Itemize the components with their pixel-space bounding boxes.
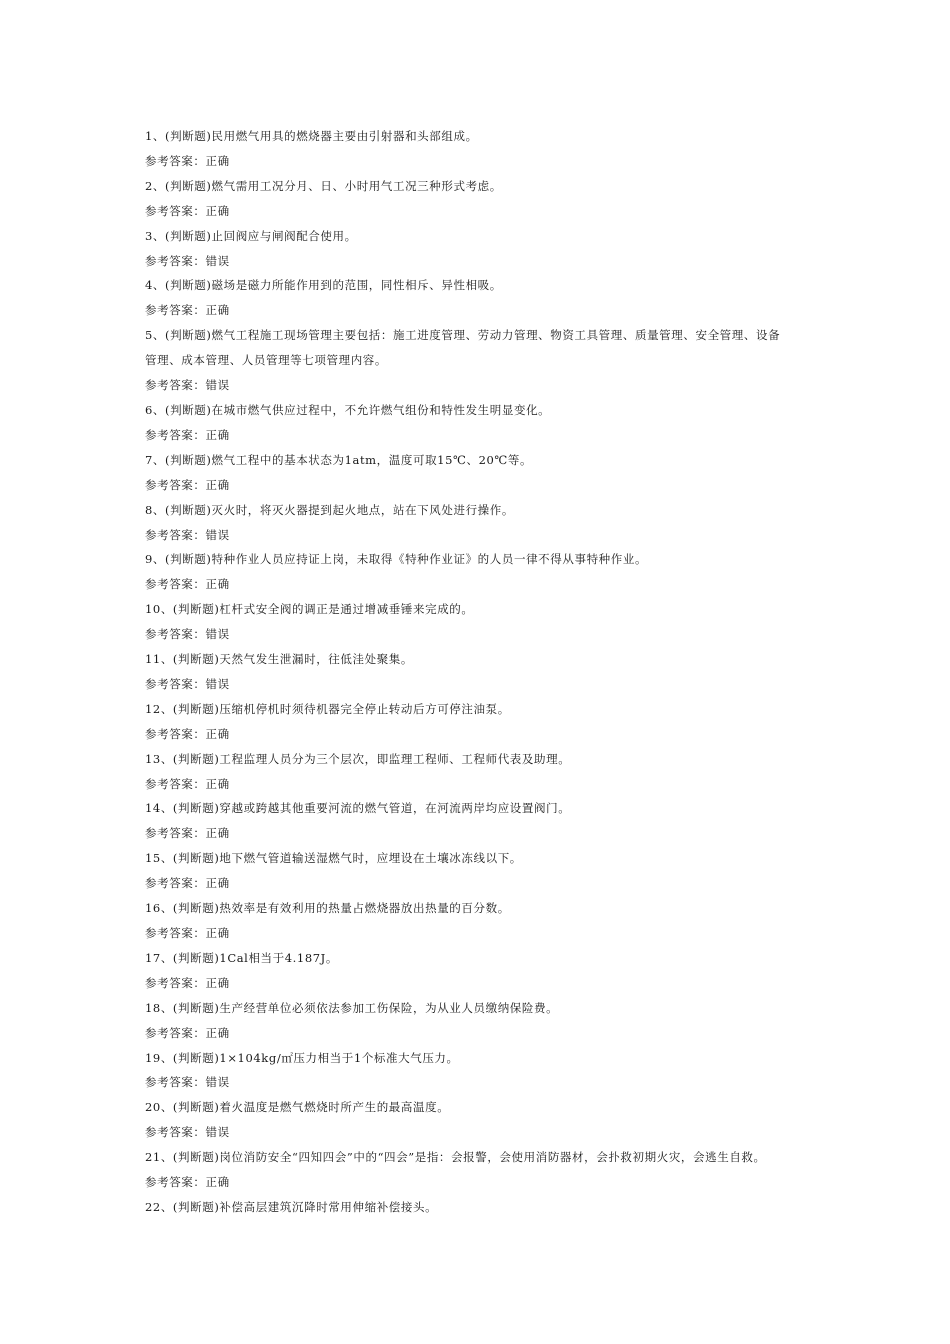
answer-value: 正确 <box>205 876 230 891</box>
question-18: 18、(判断题)生产经营单位必须依法参加工伤保险，为从业人员缴纳保险费。 <box>145 1000 559 1015</box>
answer-12 <box>145 722 815 747</box>
answer-value: 正确 <box>205 826 230 841</box>
answer-prefix: 参考答案： <box>145 726 206 741</box>
question-9: 9、(判断题)特种作业人员应持证上岗，未取得《特种作业证》的人员一律不得从事特种作业。 <box>145 552 648 567</box>
answer-prefix: 参考答案： <box>145 876 206 891</box>
answer-19 <box>145 1070 815 1095</box>
answer-prefix: 参考答案： <box>145 676 206 691</box>
answer-value: 错误 <box>205 676 230 691</box>
answer-value: 正确 <box>205 577 230 592</box>
answer-value: 正确 <box>205 926 230 940</box>
answer-value: 正确 <box>205 427 230 442</box>
answer-prefix: 参考答案： <box>145 303 206 318</box>
answer-value: 错误 <box>205 378 230 393</box>
answer-value: 正确 <box>205 153 230 168</box>
answer-4 <box>145 298 815 323</box>
answer-prefix: 参考答案： <box>145 926 206 940</box>
answer-21 <box>145 1170 815 1195</box>
answer-value: 正确 <box>205 203 230 218</box>
answer-20 <box>145 1120 815 1145</box>
answer-13 <box>145 772 815 797</box>
answer-prefix: 参考答案： <box>145 527 206 542</box>
question-5-line-1: 5、(判断题)燃气工程施工现场管理主要包括：施工进度管理、劳动力管理、物资工具管理、质量管理、安全管理、设备 <box>145 328 781 343</box>
question-21: 21、(判断题)岗位消防安全“四知四会”中的“四会”是指：会报警，会使用消防器材，会扑救初期火灾，会逃生自救。 <box>145 1150 766 1165</box>
answer-1 <box>145 149 815 174</box>
question-17: 17、(判断题)1Cal相当于4.187J。 <box>145 950 338 965</box>
question-8: 8、(判断题)灭火时，将灭火器提到起火地点，站在下风处进行操作。 <box>145 502 514 517</box>
question-13: 13、(判断题)工程监理人员分为三个层次，即监理工程师、工程师代表及助理。 <box>145 751 571 766</box>
answer-prefix: 参考答案： <box>145 776 206 791</box>
answer-value: 正确 <box>205 726 230 741</box>
answer-value: 正确 <box>205 776 230 791</box>
answer-2 <box>145 199 815 224</box>
answer-prefix: 参考答案： <box>145 203 206 218</box>
answer-prefix: 参考答案： <box>145 1025 206 1040</box>
answer-prefix: 参考答案： <box>145 627 206 642</box>
answer-prefix: 参考答案： <box>145 1075 206 1090</box>
answer-11 <box>145 672 815 697</box>
answer-value: 错误 <box>205 1075 230 1090</box>
answer-16 <box>145 921 815 946</box>
question-1: 1、(判断题)民用燃气用具的燃烧器主要由引射器和头部组成。 <box>145 129 478 143</box>
question-6: 6、(判断题)在城市燃气供应过程中，不允许燃气组份和特性发生明显变化。 <box>145 402 551 417</box>
answer-value: 正确 <box>205 477 230 492</box>
answer-value: 正确 <box>205 303 230 318</box>
answer-prefix: 参考答案： <box>145 427 206 442</box>
answer-9 <box>145 572 815 597</box>
answer-prefix: 参考答案： <box>145 378 206 393</box>
question-16: 16、(判断题)热效率是有效利用的热量占燃烧器放出热量的百分数。 <box>145 901 510 916</box>
answer-value: 错误 <box>205 253 230 268</box>
answer-prefix: 参考答案： <box>145 1125 206 1140</box>
question-3: 3、(判断题)止回阀应与闸阀配合使用。 <box>145 228 357 243</box>
answer-prefix: 参考答案： <box>145 1175 206 1190</box>
answer-6 <box>145 423 815 448</box>
answer-3 <box>145 249 815 274</box>
answer-15 <box>145 871 815 896</box>
question-20: 20、(判断题)着火温度是燃气燃烧时所产生的最高温度。 <box>145 1100 450 1115</box>
answer-value: 正确 <box>205 1025 230 1040</box>
answer-value: 正确 <box>205 1175 230 1190</box>
answer-5 <box>145 373 815 398</box>
answer-7 <box>145 473 815 498</box>
answer-17 <box>145 971 815 996</box>
question-12: 12、(判断题)压缩机停机时须待机器完全停止转动后方可停注油泵。 <box>145 701 510 716</box>
question-11: 11、(判断题)天然气发生泄漏时，往低洼处聚集。 <box>145 652 414 667</box>
question-15: 15、(判断题)地下燃气管道输送湿燃气时，应埋设在土壤冰冻线以下。 <box>145 851 522 866</box>
answer-prefix: 参考答案： <box>145 253 206 268</box>
answer-value: 错误 <box>205 627 230 642</box>
question-4: 4、(判断题)磁场是磁力所能作用到的范围，同性相斥、异性相吸。 <box>145 278 502 293</box>
answer-prefix: 参考答案： <box>145 975 206 990</box>
answer-10 <box>145 622 815 647</box>
answer-8 <box>145 523 815 548</box>
question-list <box>145 124 815 1220</box>
answer-value: 错误 <box>205 1125 230 1140</box>
question-5-line-2: 管理、成本管理、人员管理等七项管理内容。 <box>145 353 387 368</box>
answer-prefix: 参考答案： <box>145 153 206 168</box>
answer-prefix: 参考答案： <box>145 826 206 841</box>
question-2: 2、(判断题)燃气需用工况分月、日、小时用气工况三种形式考虑。 <box>145 178 502 193</box>
question-7: 7、(判断题)燃气工程中的基本状态为1atm，温度可取15℃、20℃等。 <box>145 452 533 467</box>
question-14: 14、(判断题)穿越或跨越其他重要河流的燃气管道，在河流两岸均应设置阀门。 <box>145 801 571 816</box>
question-22: 22、(判断题)补偿高层建筑沉降时常用伸缩补偿接头。 <box>145 1199 438 1214</box>
answer-value: 错误 <box>205 527 230 542</box>
answer-prefix: 参考答案： <box>145 477 206 492</box>
question-10: 10、(判断题)杠杆式安全阀的调正是通过增减垂锤来完成的。 <box>145 602 474 617</box>
answer-prefix: 参考答案： <box>145 577 206 592</box>
answer-value: 正确 <box>205 975 230 990</box>
question-19: 19、(判断题)1×104kg/㎡压力相当于1个标准大气压力。 <box>145 1050 459 1065</box>
answer-14 <box>145 821 815 846</box>
answer-18 <box>145 1021 815 1046</box>
